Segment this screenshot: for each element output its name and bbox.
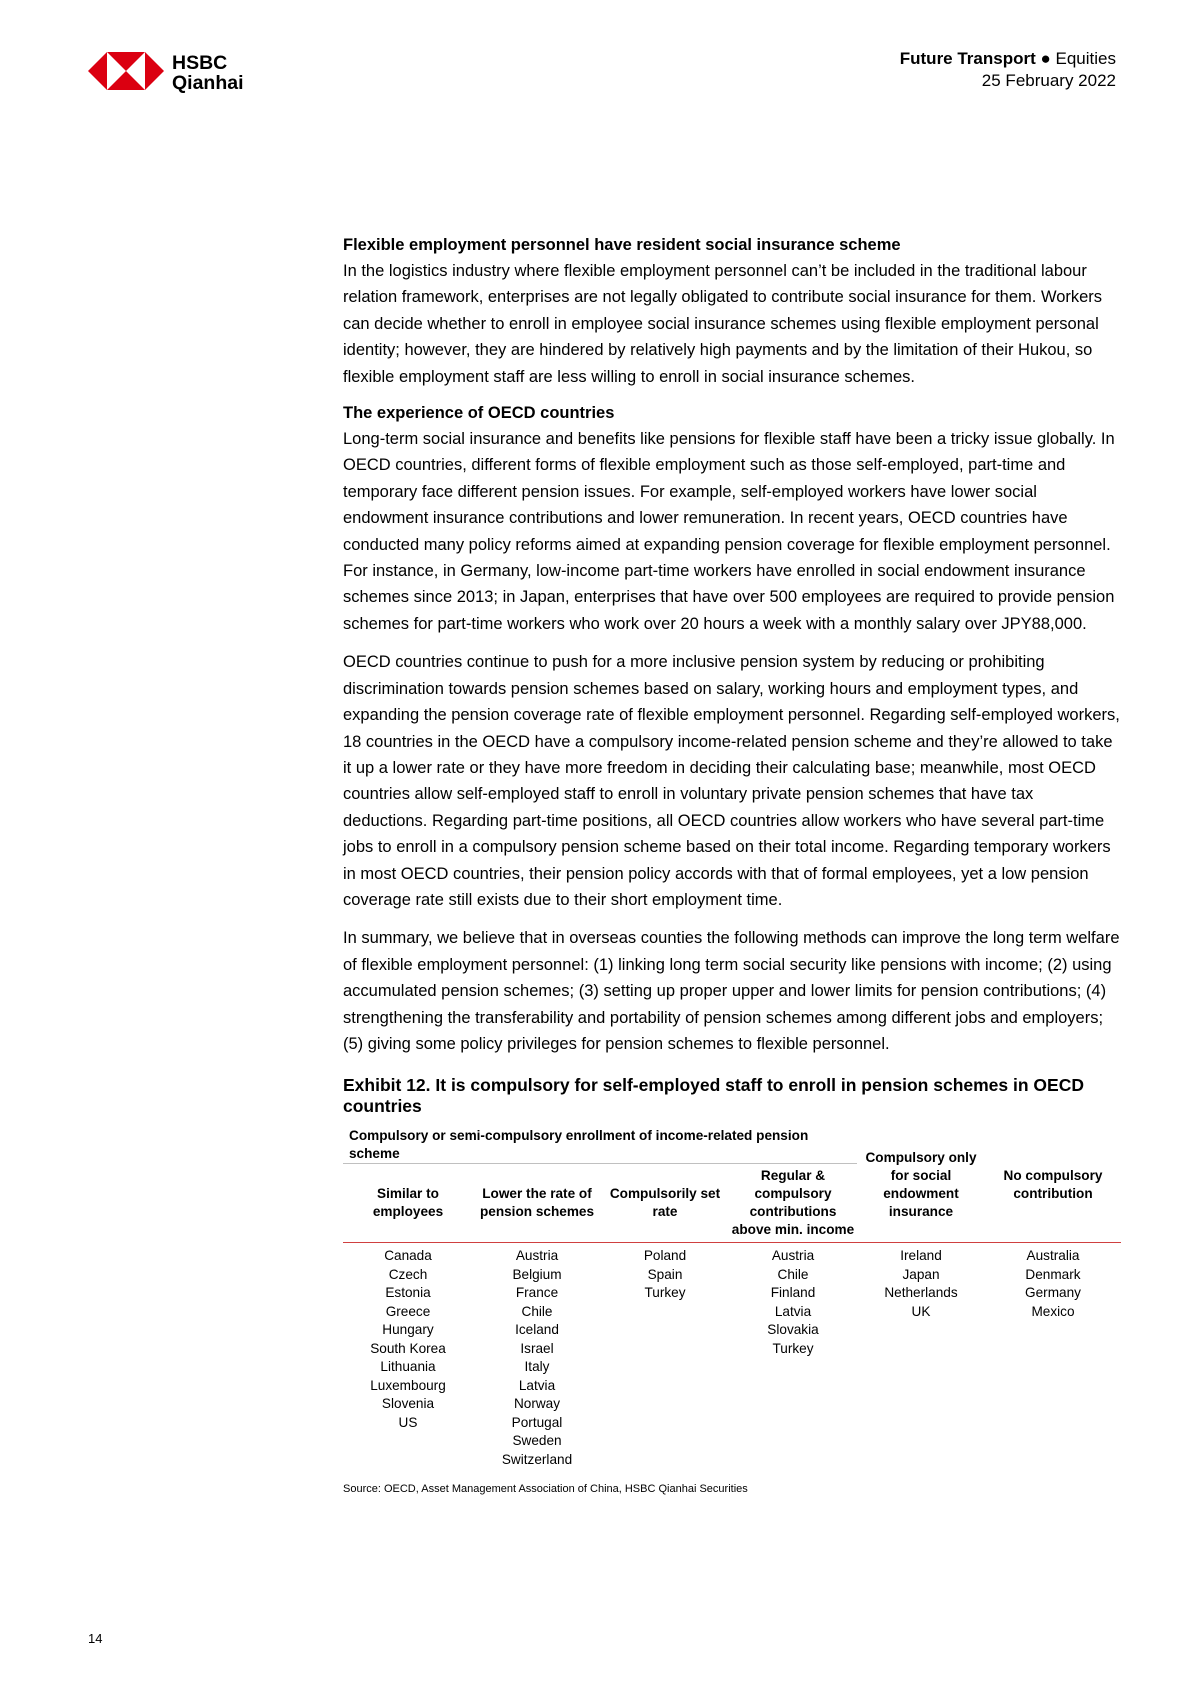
country-item: US (398, 1414, 418, 1430)
country-item: Germany (1025, 1285, 1081, 1301)
country-item: Turkey (644, 1285, 686, 1301)
logo-text (172, 53, 244, 93)
column-cell-4 (857, 1243, 985, 1470)
exhibit-table (343, 1127, 1121, 1469)
country-item: Portugal (511, 1414, 563, 1430)
country-item: Sweden (512, 1433, 562, 1449)
exhibit-source: Source: OECD, Asset Management Association of China, HSBC Qianhai Securities (343, 1483, 748, 1496)
section-heading-oecd: The experience of OECD countries (343, 404, 615, 423)
main-content (343, 232, 1121, 1495)
country-item: Chile (777, 1266, 809, 1282)
country-item: Spain (647, 1266, 683, 1282)
country-item: Austria (771, 1248, 815, 1264)
country-item: Latvia (518, 1377, 556, 1393)
report-series: Future Transport (899, 49, 1036, 68)
country-item: Czech (388, 1266, 428, 1282)
country-item: Estonia (385, 1285, 431, 1301)
country-item: Canada (384, 1248, 432, 1264)
country-item: Hungary (382, 1322, 434, 1338)
column-header-4: Compulsory only for social endowment insurance (857, 1127, 985, 1243)
country-item: South Korea (370, 1340, 446, 1356)
hsbc-hexagon-icon (88, 52, 164, 90)
country-item: Poland (643, 1248, 687, 1264)
country-item: Belgium (512, 1266, 562, 1282)
country-item: Austria (515, 1248, 559, 1264)
country-item: Turkey (772, 1340, 814, 1356)
column-cell-3 (729, 1243, 857, 1470)
country-item: Australia (1026, 1248, 1080, 1264)
country-item: Chile (521, 1303, 553, 1319)
country-item: Lithuania (380, 1359, 436, 1375)
column-cell-2 (601, 1243, 729, 1470)
logo-line-2: Qianhai (172, 72, 244, 94)
column-cell-5 (985, 1243, 1121, 1470)
header-line-1 (900, 48, 1116, 70)
country-item: Slovakia (767, 1322, 819, 1338)
column-header-3: Regular & compulsory contributions above min. income (729, 1164, 857, 1243)
country-item: Switzerland (501, 1451, 573, 1467)
column-header-2: Compulsorily set rate (601, 1164, 729, 1243)
country-item: Iceland (515, 1322, 559, 1338)
report-date: 25 February 2022 (981, 71, 1116, 90)
page-header (900, 48, 1116, 92)
paragraph-oecd-experience: Long-term social insurance and benefits like pensions for flexible staff have been a tricky issue globally. In OECD countries, different forms of flexible employment such as those self-employed, part-time and temporary face different pension issues. For example, self-employed workers have lower social endowment insurance contributions and lower remuneration. In recent years, OECD countries have conducted many policy reforms aimed at expanding pension coverage for flexible employment personnel. For instance, in Germany, low-income part-time workers have enrolled in social endowment insurance schemes since 2013; in Japan, enterprises that have over 500 employees are required to provide pension schemes for part-time workers who work over 20 hours a week with a monthly salary over JPY88,000. (343, 430, 1115, 633)
page-number: 14 (88, 1631, 103, 1646)
exhibit-title: Exhibit 12. It is compulsory for self-employed staff to enroll in pension schemes in OECD countries (343, 1075, 1084, 1117)
country-item: UK (911, 1303, 931, 1319)
column-header-5: No compulsory contribution (985, 1127, 1121, 1243)
paragraph-summary: In summary, we believe that in overseas counties the following methods can improve the long term welfare of flexible employment personnel: (1) linking long term social security like pensions with income; (2) using accumulated pension schemes; (3) setting up proper upper and lower limits for pension contributions; (4) strengthening the transferability and portability of pension schemes among different jobs and employers; (5) giving some policy privileges for pension schemes to flexible personnel. (343, 929, 1120, 1053)
country-item: Denmark (1025, 1266, 1081, 1282)
country-item: Norway (513, 1396, 561, 1412)
country-item: Greece (385, 1303, 431, 1319)
group-header: Compulsory or semi-compulsory enrollment of income-related pension scheme (343, 1127, 857, 1164)
paragraph-oecd-inclusive: OECD countries continue to push for a more inclusive pension system by reducing or prohibiting discrimination towards pension schemes based on salary, working hours and employment types, and expanding the pension coverage rate of flexible employment personnel. Regarding self-employed workers, 18 countries in the OECD have a compulsory income-related pension scheme and they’re allowed to take it up a lower rate or they have more freedom in deciding their calculating base; meanwhile, most OECD countries allow self-employed staff to enroll in voluntary private pension schemes that have tax deductions. Regarding part-time positions, all OECD countries allow workers who have several part-time jobs to enroll in a compulsory pension scheme based on their total income. Regarding temporary workers in most OECD countries, their pension policy accords with that of formal employees, yet a low pension coverage rate still exists due to their short employment time. (343, 653, 1120, 909)
section-heading-flexible-employment: Flexible employment personnel have resident social insurance scheme (343, 236, 901, 254)
country-item: Latvia (774, 1303, 812, 1319)
report-section: Equities (1055, 49, 1116, 68)
logo-line-1: HSBC (172, 52, 228, 74)
bullet-icon: ● (1040, 49, 1051, 68)
country-item: Slovenia (381, 1396, 435, 1412)
country-item: Japan (902, 1266, 940, 1282)
column-header-1: Lower the rate of pension schemes (473, 1164, 601, 1243)
country-item: Luxembourg (370, 1377, 446, 1393)
country-item: Netherlands (884, 1285, 958, 1301)
country-item: France (515, 1285, 559, 1301)
country-item: Finland (770, 1285, 816, 1301)
column-cell-0 (343, 1243, 473, 1470)
country-item: Mexico (1031, 1303, 1075, 1319)
country-item: Italy (524, 1359, 550, 1375)
country-item: Ireland (900, 1248, 942, 1264)
hsbc-qianhai-logo (88, 52, 248, 94)
column-header-0: Similar to employees (343, 1164, 473, 1243)
country-item: Israel (520, 1340, 554, 1356)
paragraph-flexible-employment: In the logistics industry where flexible employment personnel can’t be included in the traditional labour relation framework, enterprises are not legally obligated to contribute social insurance for them. Workers can decide whether to enroll in employee social insurance schemes using flexible employment personal identity; however, they are hindered by relatively high payments and by the limitation of their Hukou, so flexible employment staff are less willing to enroll in social insurance schemes. (343, 262, 1103, 386)
column-cell-1 (473, 1243, 601, 1470)
